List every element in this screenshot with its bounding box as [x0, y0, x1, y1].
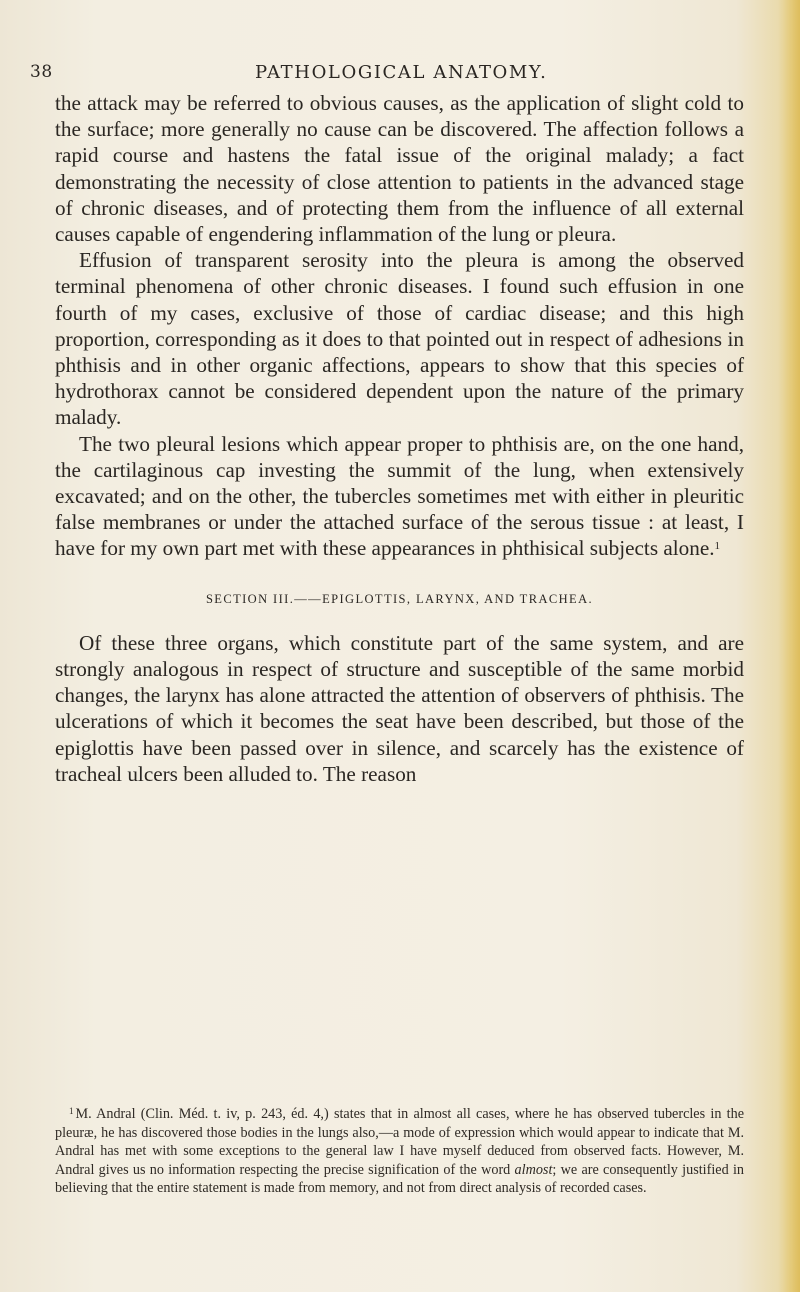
body-text [55, 90, 744, 787]
footnote-reference: 1 [714, 540, 721, 553]
paragraph-2: Effusion of transparent serosity into the pleura is among the observed terminal phenomena of other chronic diseases. I found such effusion in one fourth of my cases, exclusive of those of cardiac disease; and this high proportion, corresponding as it does to that pointed out in respect of adhesions in phthisis and in other organic affections, appears to show that this species of hydrothorax cannot be considered dependent upon the nature of the primary malady. [55, 248, 744, 430]
paragraph-3 [55, 431, 744, 562]
footnote-mark: 1 [69, 1106, 74, 1116]
paragraph-1: the attack may be referred to obvious causes, as the application of slight cold to the surface; more generally no cause can be discovered. The affection follows a rapid course and hastens the fatal issue of the original malady; a fact demonstrating the necessity of close attention to patients in the advanced stage of chronic diseases, and of protecting them from the influence of all external causes capable of engendering inflammation of the lung or pleura. [55, 91, 744, 247]
footnote-italic-word: almost [514, 1161, 553, 1178]
paragraph-3-text: The two pleural lesions which appear proper to phthisis are, on the one hand, the cartilaginous cap investing the summit of the lung, when extensively excavated; and on the other, the tubercles sometimes met with either in pleuritic false membranes or under the attached surface of the serous tissue : at least, I have for my own part met with these appearances in phthisical subjects alone. [55, 431, 744, 561]
section-paragraph: Of these three organs, which constitute part of the same system, and are strongly analogous in respect of structure and susceptible of the same morbid changes, the larynx has alone attracted the attention of observers of phthisis. The ulcerations of which it becomes the seat have been described, but those of the epiglottis have been passed over in silence, and scarcely has the existence of tracheal ulcers been alluded to. The reason [55, 630, 744, 786]
page-header [30, 62, 750, 88]
page-number: 38 [30, 62, 53, 82]
footnote-text-before: M. Andral (Clin. Méd. t. iv, p. 243, éd. 4,) states that in almost all cases, where he has observed tubercles in the pleuræ, he has discovered those bodies in the lungs also,—a mode of expression which would appear to indicate that M. Andral has met with some exceptions to the general law I have myself deduced from observed facts. However, M. Andral gives us no information respecting the precise signification of the word [55, 1106, 744, 1178]
footnote-text-after: ; we are consequently justified in believing that the entire statement is made from memory, and not from direct analysis of recorded cases. [55, 1161, 744, 1197]
footnote [55, 1105, 744, 1198]
running-head: PATHOLOGICAL ANATOMY. [255, 62, 548, 83]
page-edge-stain [778, 0, 800, 1292]
section-heading: SECTION III.——EPIGLOTTIS, LARYNX, AND TRACHEA. [205, 591, 594, 606]
